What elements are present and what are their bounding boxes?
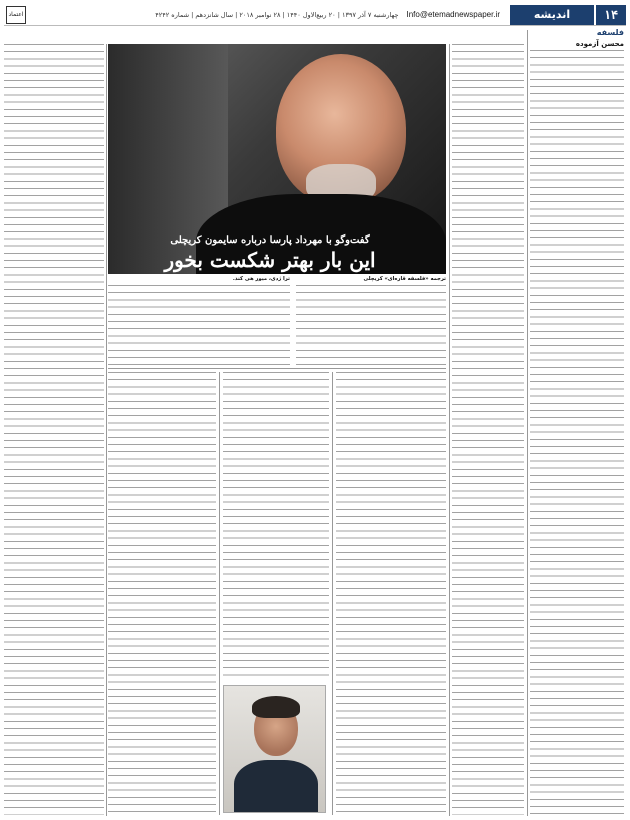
- text-column-4: [223, 372, 329, 680]
- intro-lead: ترا ژدی، میور هی کند.: [232, 276, 290, 282]
- body-text: [336, 372, 446, 815]
- section-divider: [108, 368, 446, 369]
- body-text: [452, 44, 524, 815]
- column-section-title: فلسفه: [596, 28, 624, 37]
- newspaper-logo-icon: اعتماد: [6, 6, 26, 24]
- column-divider: [106, 44, 107, 816]
- body-text: [530, 50, 624, 815]
- text-column-3: [336, 372, 446, 815]
- body-text: [223, 372, 329, 680]
- body-text: [4, 44, 104, 815]
- page-number: ۱۴: [596, 5, 626, 25]
- dateline: چهارشنبه ۷ آذر ۱۳۹۷ | ۲۰ ربیع‌الاول ۱۴۴۰ | ۲۸ نوامبر ۲۰۱۸ | سال شانزدهم | شماره ۴۲۴۲: [155, 10, 399, 19]
- body-text: [296, 285, 446, 365]
- intro-block-right: [296, 276, 446, 366]
- body-text: [108, 372, 216, 815]
- text-column-left: [4, 44, 104, 815]
- intro-lead: ترجمه «فلسفه قاره‌ای» کریچلی: [363, 276, 446, 282]
- column-divider: [527, 30, 528, 816]
- contact-email[interactable]: Info@etemadnewspaper.ir: [406, 10, 500, 19]
- intro-block-left: [108, 276, 290, 366]
- article-kicker: گفت‌وگو با مهرداد پارسا درباره سایمون کریچلی: [170, 235, 370, 246]
- body-text: [108, 285, 290, 365]
- column-divider: [449, 44, 450, 816]
- column-divider: [332, 372, 333, 815]
- column-divider: [219, 372, 220, 815]
- column-author: محسن آزموده: [575, 40, 624, 48]
- page-header: [4, 4, 626, 26]
- text-column-2: [452, 44, 524, 815]
- section-label: اندیشه: [510, 5, 594, 25]
- text-column-1: [530, 50, 624, 815]
- portrait-photo: [223, 685, 326, 813]
- text-column-5: [108, 372, 216, 815]
- article-headline: این بار بهتر شکست بخور: [164, 248, 376, 272]
